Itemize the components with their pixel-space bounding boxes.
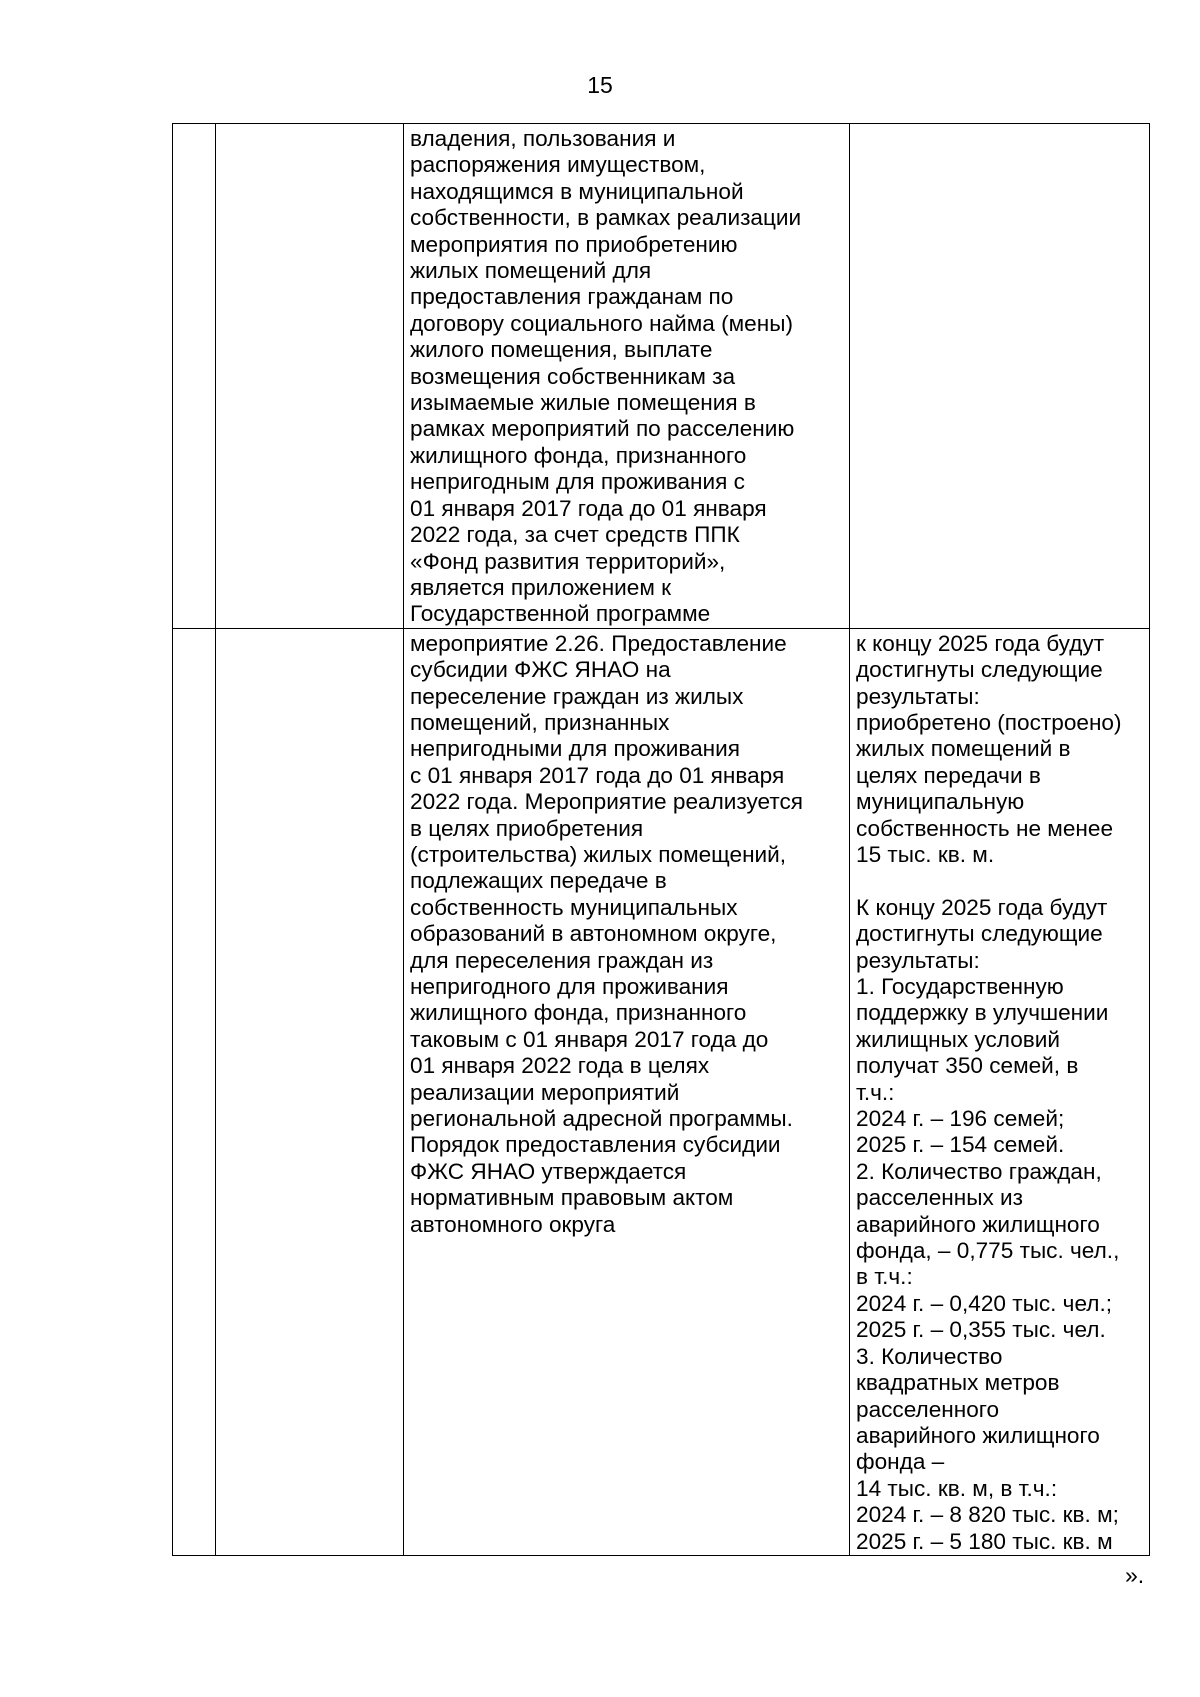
results-text: к концу 2025 года будут достигнуты следующие результаты: приобретено (построено) жилых помещений в целях передачи в муниципальную собственность не менее 15 тыс. кв. м. К концу 2025 года будут достигнуты следующие результаты: 1. Государственную поддержку в улучшении жилищных условий получат 350 семей, в т.ч.: 2024 г. – 196 семей; 2025 г. – 154 семей. 2. Количество граждан, расселенных из аварийного жилищного фонда, – 0,775 тыс. чел., в т.ч.: 2024 г. – 0,420 тыс. чел.; 2025 г. – 0,355 тыс. чел. 3. Количество квадратных метров расселенного аварийного жилищного фонда – 14 тыс. кв. м, в т.ч.: 2024 г. – 8 820 тыс. кв. м; 2025 г. – 5 180 тыс. кв. м bbox=[856, 630, 1122, 1554]
table-cell-description bbox=[404, 124, 850, 629]
program-table bbox=[172, 123, 1150, 1556]
table-cell-results bbox=[850, 628, 1150, 1555]
page-number: 15 bbox=[587, 72, 613, 98]
description-text: мероприятие 2.26. Предоставление субсидии ФЖС ЯНАО на переселение граждан из жилых помещений, признанных непригодными для проживания с 01 января 2017 года до 01 января 2022 года. Мероприятие реализуется в целях приобретения (строительства) жилых помещений, подлежащих передаче в собственность муниципальных образований в автономном округе, для переселения граждан из непригодного для проживания жилищного фонда, признанного таковым с 01 января 2017 года до 01 января 2022 года в целях реализации мероприятий региональной адресной программы. Порядок предоставления субсидии ФЖС ЯНАО утверждается нормативным правовым актом автономного округа bbox=[410, 630, 803, 1237]
table-cell-description bbox=[404, 628, 850, 1555]
table-cell-name bbox=[216, 628, 404, 1555]
description-text: владения, пользования и распоряжения имуществом, находящимся в муниципальной собственности, в рамках реализации мероприятия по приобретению жилых помещений для предоставления гражданам по договору социального найма (мены) жилого помещения, выплате возмещения собственникам за изымаемые жилые помещения в рамках мероприятий по расселению жилищного фонда, признанного непригодным для проживания с 01 января 2017 года до 01 января 2022 года, за счет средств ППК «Фонд развития территорий», является приложением к Государственной программе bbox=[410, 126, 802, 627]
table-row bbox=[173, 628, 1150, 1555]
closing-quote-mark: ». bbox=[1125, 1562, 1145, 1588]
table-row bbox=[173, 124, 1150, 629]
table-cell-name bbox=[216, 124, 404, 629]
table-cell-index bbox=[173, 628, 216, 1555]
table-cell-results bbox=[850, 124, 1150, 629]
table-cell-index bbox=[173, 124, 216, 629]
